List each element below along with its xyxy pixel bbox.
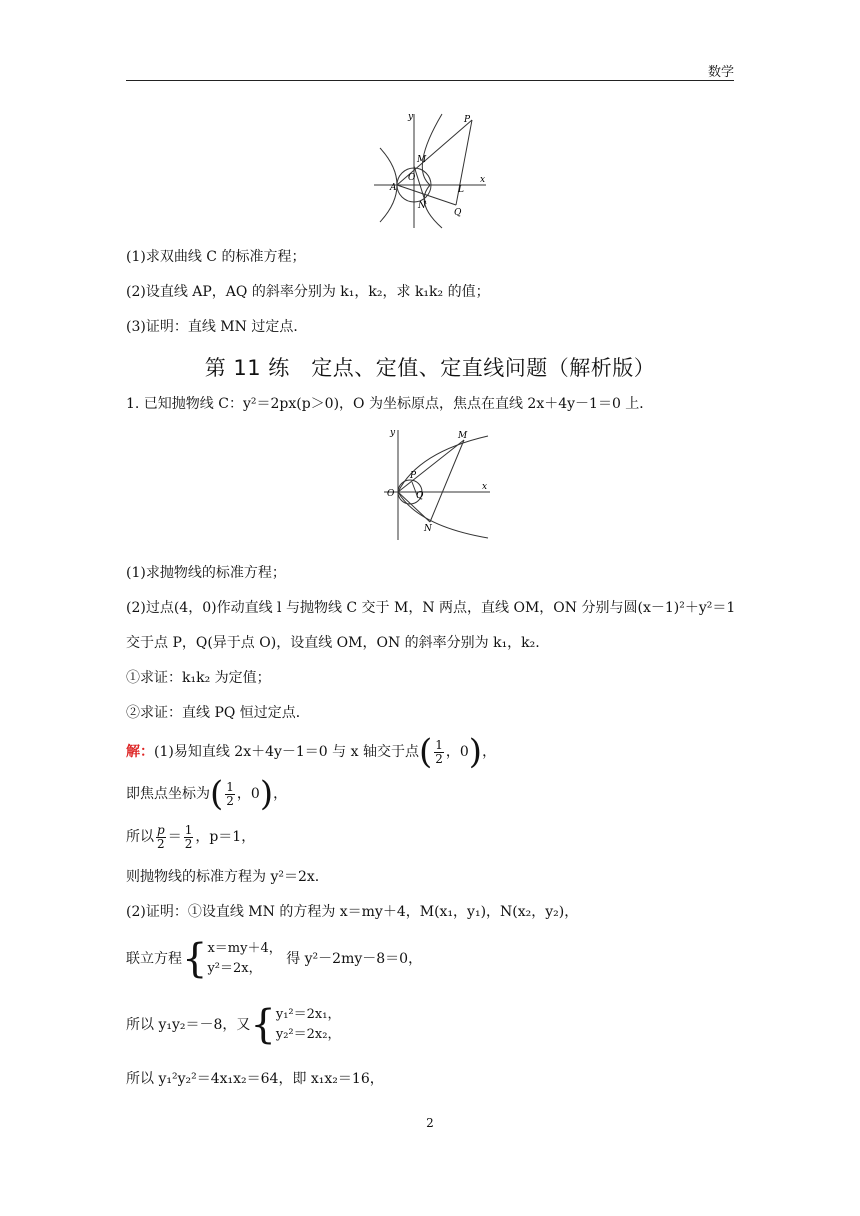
- fig1-label-L: L: [458, 185, 464, 195]
- problem1-q2-i: ①求证：k₁k₂ 为定值；: [126, 670, 271, 686]
- fig1-label-y: y: [408, 112, 414, 122]
- fig1-label-P: P: [464, 115, 471, 125]
- solution-line-1: 解：(1)易知直线 2x＋4y－1＝0 与 x 轴交于点( $\frac{1}{2}$ ，0)，: [126, 732, 497, 772]
- problem1-stem: 1. 已知抛物线 C：y²＝2px(p＞0)，O 为坐标原点，焦点在直线 2x＋4y－1＝0 上．: [126, 396, 654, 412]
- section-title: 第 11 练 定点、定值、定直线问题（解析版）: [204, 356, 656, 380]
- fig2-label-P: P: [410, 471, 417, 481]
- solution-s1-tail: ，0: [445, 744, 469, 760]
- fig1-label-Q: Q: [454, 208, 462, 218]
- fig1-label-N: N: [418, 201, 426, 211]
- fig2-label-N: N: [424, 524, 432, 534]
- system-1: x＝my＋4， y²＝2x，: [207, 941, 282, 976]
- solution-line-6: 联立方程{ x＝my＋4， y²＝2x， 得 y²－2my－8＝0，: [126, 936, 423, 982]
- fig1-label-A: A: [390, 183, 397, 193]
- system-2: y₁²＝2x₁， y₂²＝2x₂，: [275, 1007, 341, 1042]
- solution-line-3: 所以 $\frac{p}{2}$ ＝ $\frac{1}{2}$ ，p＝1，: [126, 822, 256, 851]
- prev-q2: (2)设直线 AP，AQ 的斜率分别为 k₁，k₂，求 k₁k₂ 的值；: [126, 284, 490, 300]
- fraction-p-over-2: $\frac{p}{2}$: [157, 822, 165, 851]
- fig1-label-O: O: [408, 173, 416, 183]
- figure-hyperbola: [370, 108, 490, 230]
- header-subject: 数学: [707, 65, 734, 80]
- solution-line-4: 则抛物线的标准方程为 y²＝2x.: [126, 869, 320, 885]
- solution-label: 解：: [126, 744, 154, 760]
- fig2-label-y: y: [390, 428, 396, 438]
- fig2-label-x: x: [482, 482, 488, 492]
- page-number: 2: [426, 1116, 434, 1130]
- prev-q1: (1)求双曲线 C 的标准方程；: [126, 249, 306, 265]
- figure-parabola: [378, 426, 494, 544]
- fig1-label-x: x: [480, 175, 486, 185]
- fig1-label-M: M: [417, 155, 427, 165]
- problem1-q1: (1)求抛物线的标准方程；: [126, 565, 286, 581]
- solution-line-2: 即焦点坐标为( $\frac{1}{2}$ ，0)，: [126, 774, 288, 814]
- solution-line-7: 所以 y₁y₂＝－8，又{ y₁²＝2x₁， y₂²＝2x₂，: [126, 1002, 341, 1048]
- problem1-q2-ii: ②求证：直线 PQ 恒过定点．: [126, 705, 310, 721]
- solution-s1-text: (1)易知直线 2x＋4y－1＝0 与 x 轴交于点: [154, 744, 419, 760]
- fraction-one-half: $\frac{1}{2}$: [184, 822, 193, 851]
- problem1-q2b: 交于点 P，Q(异于点 O)，设直线 OM，ON 的斜率分别为 k₁，k₂.: [126, 635, 540, 651]
- fraction-half: $\frac{1}{2}$: [435, 737, 443, 766]
- prev-q3: (3)证明：直线 MN 过定点．: [126, 319, 308, 335]
- solution-line-8: 所以 y₁²y₂²＝4x₁x₂＝64，即 x₁x₂＝16，: [126, 1071, 384, 1087]
- fig2-label-O: O: [387, 489, 395, 499]
- fig2-label-Q: Q: [416, 491, 424, 501]
- solution-line-5: (2)证明：①设直线 MN 的方程为 x＝my＋4，M(x₁，y₁)，N(x₂，y₂)，: [126, 904, 579, 920]
- problem1-q2a: (2)过点(4，0)作动直线 l 与抛物线 C 交于 M，N 两点，直线 OM，ON 分别与圆(x－1)²＋y²＝1: [126, 600, 736, 616]
- fraction-half-2: $\frac{1}{2}$: [226, 779, 234, 808]
- fig2-label-M: M: [458, 431, 468, 441]
- header-rule: [126, 80, 734, 81]
